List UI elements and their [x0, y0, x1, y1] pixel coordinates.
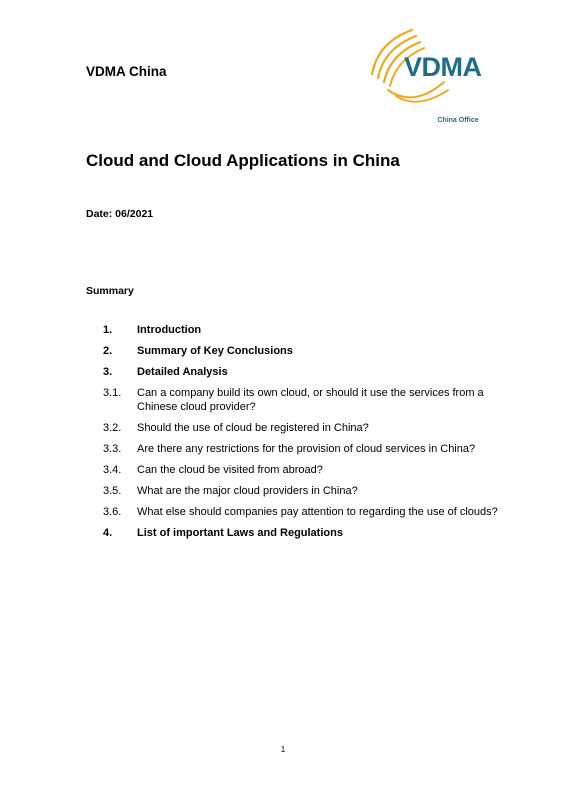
table-of-contents — [86, 323, 506, 547]
document-date: Date: 06/2021 — [86, 208, 154, 220]
toc-number: 3.6. — [103, 506, 122, 518]
toc-item — [86, 344, 506, 358]
document-title: Cloud and Cloud Applications in China — [86, 151, 400, 170]
toc-item — [86, 505, 506, 519]
toc-number: 3.4. — [103, 464, 122, 476]
toc-text: Introduction — [137, 324, 202, 336]
toc-item — [86, 386, 506, 414]
toc-item — [86, 323, 506, 337]
toc-item — [86, 463, 506, 477]
toc-text: What are the major cloud providers in China? — [137, 485, 358, 497]
toc-item — [86, 526, 506, 540]
toc-text: Summary of Key Conclusions — [137, 345, 293, 357]
toc-number: 3.3. — [103, 443, 122, 455]
toc-text: Can a company build its own cloud, or should it use the services from a Chinese cloud provider? — [137, 387, 484, 413]
toc-number: 2. — [103, 345, 113, 357]
summary-heading: Summary — [86, 285, 134, 297]
toc-item — [86, 442, 506, 456]
toc-text: What else should companies pay attention to regarding the use of clouds? — [137, 506, 498, 518]
toc-item — [86, 484, 506, 498]
vdma-logo — [366, 24, 500, 112]
toc-text: Can the cloud be visited from abroad? — [137, 464, 323, 476]
toc-number: 4. — [103, 527, 113, 539]
toc-text: Detailed Analysis — [137, 366, 228, 378]
org-name: VDMA China — [86, 64, 167, 79]
toc-number: 3.1. — [103, 387, 122, 399]
logo-subtitle: China Office — [437, 117, 479, 124]
toc-text: Should the use of cloud be registered in China? — [137, 422, 369, 434]
toc-number: 1. — [103, 324, 113, 336]
logo-text: VDMA — [404, 52, 482, 82]
toc-item — [86, 421, 506, 435]
toc-number: 3.5. — [103, 485, 122, 497]
toc-text: List of important Laws and Regulations — [137, 527, 343, 539]
toc-text: Are there any restrictions for the provision of cloud services in China? — [137, 443, 476, 455]
page-number: 1 — [280, 745, 286, 754]
toc-number: 3.2. — [103, 422, 122, 434]
toc-number: 3. — [103, 366, 113, 378]
logo-arc-5 — [388, 82, 444, 97]
toc-item — [86, 365, 506, 379]
